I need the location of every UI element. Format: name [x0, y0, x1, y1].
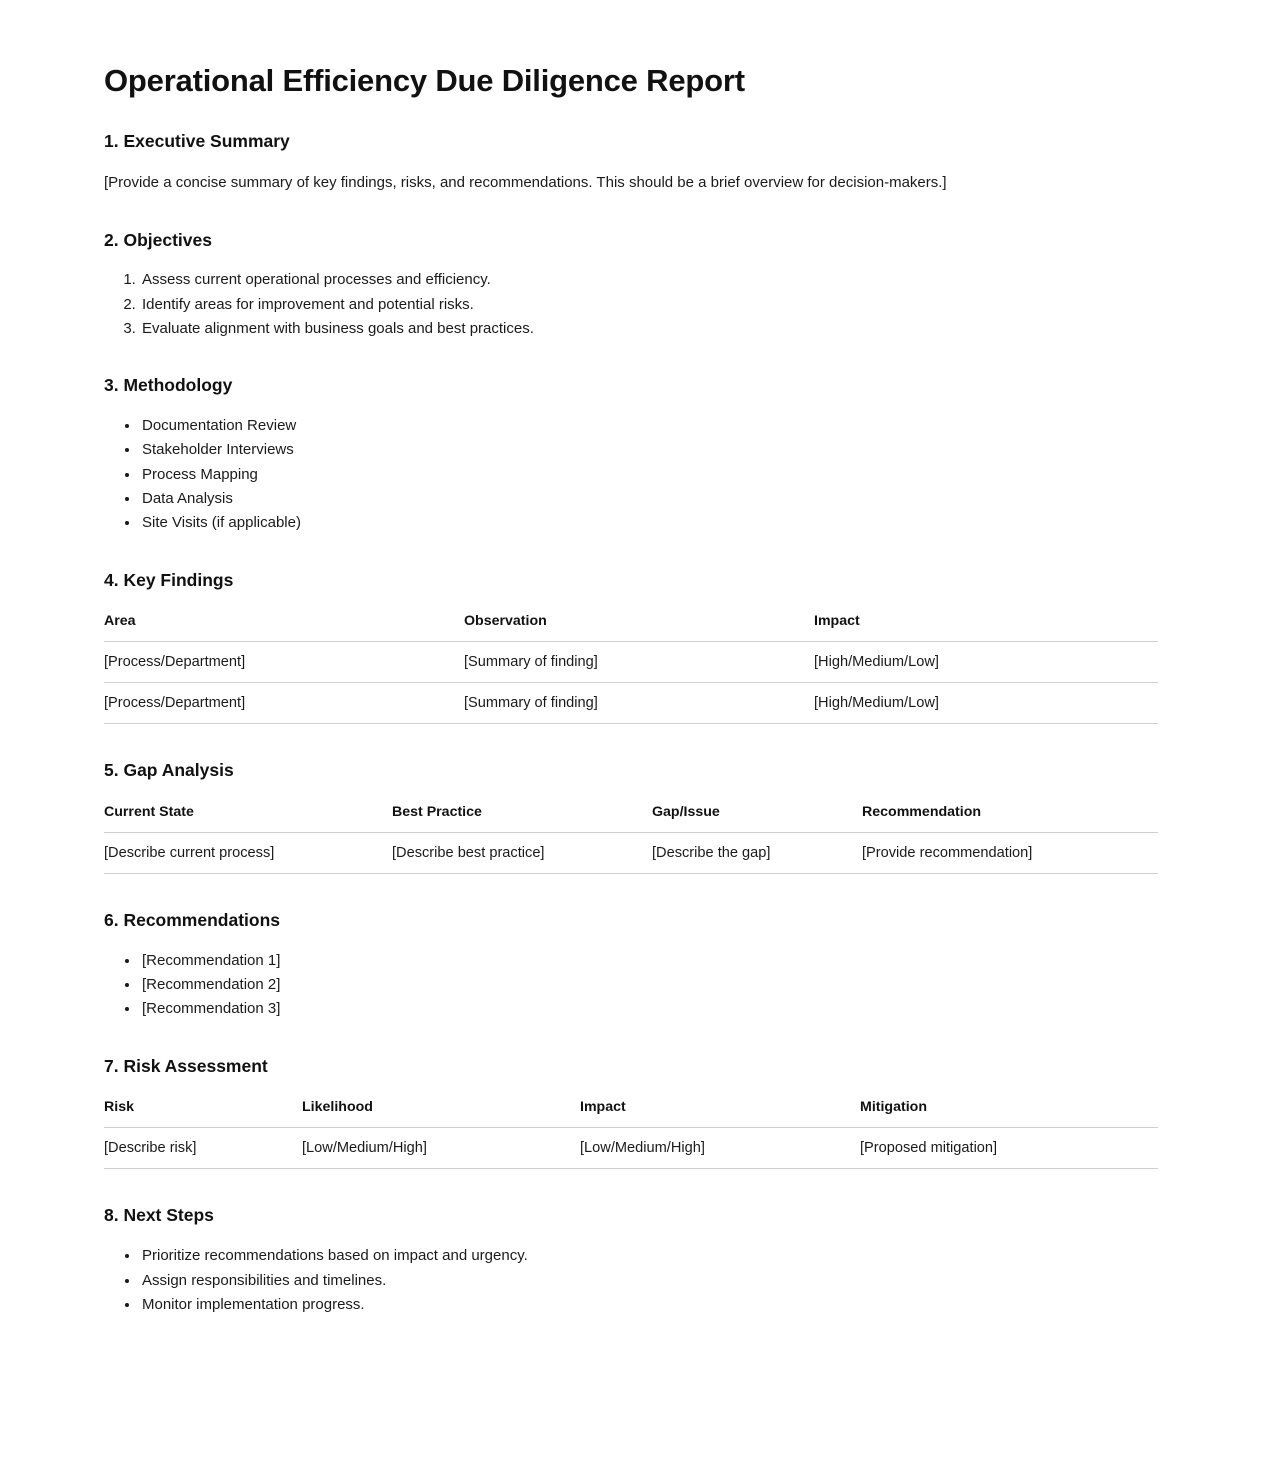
recommendations-list [104, 950, 1159, 1020]
table-cell: [Summary of finding] [464, 683, 814, 724]
table-cell: [Describe risk] [104, 1128, 302, 1169]
column-header: Current State [104, 804, 392, 833]
list-item: 2. Identify areas for improvement and potential risks. [140, 294, 1159, 315]
table-row [104, 1128, 1158, 1169]
section-heading-recommendations: 6. Recommendations [104, 910, 281, 931]
column-header: Impact [814, 613, 1158, 642]
list-item: • [Recommendation 3] [140, 998, 1159, 1019]
section-heading-next-steps: 8. Next Steps [104, 1205, 214, 1226]
section-heading-executive-summary: 1. Executive Summary [104, 131, 290, 152]
section-heading-key-findings: 4. Key Findings [104, 569, 234, 590]
list-item: • Prioritize recommendations based on impact and urgency. [140, 1245, 1159, 1266]
table-row [104, 683, 1158, 724]
column-header: Observation [464, 613, 814, 642]
column-header: Likelihood [302, 1099, 580, 1128]
table-cell: [Describe current process] [104, 833, 392, 874]
list-item: • [Recommendation 1] [140, 950, 1159, 971]
table-row [104, 833, 1158, 874]
table-cell: [Describe best practice] [392, 833, 652, 874]
column-header: Gap/Issue [652, 804, 862, 833]
table-header-row [104, 1099, 1158, 1128]
section-heading-methodology: 3. Methodology [104, 375, 233, 396]
column-header: Mitigation [860, 1099, 1158, 1128]
table-cell: [Proposed mitigation] [860, 1128, 1158, 1169]
list-item: • Assign responsibilities and timelines. [140, 1270, 1159, 1291]
list-item: • Documentation Review [140, 415, 1159, 436]
key-findings-table [104, 613, 1158, 724]
column-header: Risk [104, 1099, 302, 1128]
table-row [104, 642, 1158, 683]
table-cell: [Describe the gap] [652, 833, 862, 874]
table-cell: [Process/Department] [104, 642, 464, 683]
section-heading-objectives: 2. Objectives [104, 229, 212, 250]
risk-assessment-table [104, 1099, 1158, 1169]
table-cell: [High/Medium/Low] [814, 642, 1158, 683]
list-item: • Site Visits (if applicable) [140, 512, 1159, 533]
list-item: 1. Assess current operational processes and efficiency. [140, 269, 1159, 290]
list-item: 3. Evaluate alignment with business goals and best practices. [140, 318, 1159, 339]
table-cell: [Summary of finding] [464, 642, 814, 683]
list-item: • Data Analysis [140, 488, 1159, 509]
column-header: Area [104, 613, 464, 642]
table-header-row [104, 613, 1158, 642]
column-header: Impact [580, 1099, 860, 1128]
table-cell: [Provide recommendation] [862, 833, 1158, 874]
gap-analysis-table [104, 804, 1158, 874]
section-heading-gap-analysis: 5. Gap Analysis [104, 760, 234, 781]
list-item: • Stakeholder Interviews [140, 439, 1159, 460]
column-header: Recommendation [862, 804, 1158, 833]
next-steps-list [104, 1245, 1159, 1315]
methodology-list [104, 415, 1159, 533]
page-title: Operational Efficiency Due Diligence Report [104, 63, 745, 98]
table-cell: [High/Medium/Low] [814, 683, 1158, 724]
list-item: • Process Mapping [140, 464, 1159, 485]
list-item: • [Recommendation 2] [140, 974, 1159, 995]
list-item: • Monitor implementation progress. [140, 1294, 1159, 1315]
table-header-row [104, 804, 1158, 833]
table-cell: [Low/Medium/High] [580, 1128, 860, 1169]
executive-summary-text: [Provide a concise summary of key findings, risks, and recommendations. This should be a brief overview for decision-makers.] [104, 173, 947, 191]
section-heading-risk-assessment: 7. Risk Assessment [104, 1055, 268, 1076]
column-header: Best Practice [392, 804, 652, 833]
table-cell: [Process/Department] [104, 683, 464, 724]
table-cell: [Low/Medium/High] [302, 1128, 580, 1169]
objectives-list [104, 269, 1159, 339]
